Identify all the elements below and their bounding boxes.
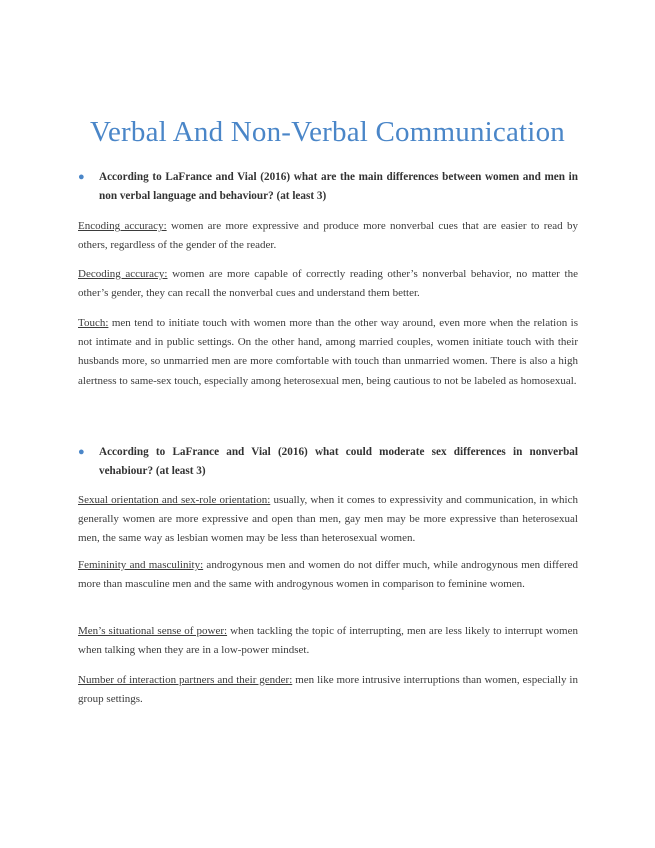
answer-decoding-accuracy <box>78 265 578 303</box>
question-1-text: According to LaFrance and Vial (2016) what are the main differences between women and men in non verbal language and behaviour? (at least 3) <box>99 171 578 202</box>
text-interaction-partners: men like more intrusive interruptions than women, especially in group settings. <box>78 674 578 706</box>
answer-situational-power <box>78 622 578 660</box>
text-situational-power: when tackling the topic of interrupting, men are less likely to interrupt women when talking when they are in a low-power mindset. <box>78 625 578 657</box>
term-femininity-masculinity: Femininity and masculinity: <box>78 559 204 571</box>
bullet-icon: ● <box>78 446 85 458</box>
question-1 <box>78 168 578 206</box>
text-sexual-orientation: usually, when it comes to expressivity and communication, in which generally women are more expressive and open than men, gay men may be more expressive than heterosexual men, the same way as lesbian women may be less than heterosexual women. <box>78 494 578 545</box>
answer-femininity-masculinity <box>78 556 578 594</box>
text-femininity-masculinity: androgynous men and women do not differ much, while androgynous men differed more than masculine men and the same with androgynous women in comparison to feminine women. <box>78 559 578 591</box>
question-2 <box>78 443 578 481</box>
bullet-icon: ● <box>78 171 85 183</box>
text-encoding-accuracy: women are more expressive and produce more nonverbal cues that are easier to read by others, regardless of the gender of the reader. <box>78 220 578 252</box>
term-encoding-accuracy: Encoding accuracy: <box>78 220 167 232</box>
answer-encoding-accuracy <box>78 217 578 255</box>
text-decoding-accuracy: women are more capable of correctly reading other’s nonverbal behavior, no matter the other’s gender, they can recall the nonverbal cues and understand them better. <box>78 268 578 300</box>
answer-interaction-partners <box>78 671 578 709</box>
answer-touch <box>78 314 578 391</box>
term-decoding-accuracy: Decoding accuracy: <box>78 268 168 280</box>
question-2-text: According to LaFrance and Vial (2016) what could moderate sex differences in nonverbal vehabiour? (at least 3) <box>99 446 578 477</box>
term-interaction-partners: Number of interaction partners and their gender: <box>78 674 293 686</box>
term-sexual-orientation: Sexual orientation and sex-role orientation: <box>78 494 271 506</box>
term-situational-power: Men’s situational sense of power: <box>78 625 228 637</box>
answer-sexual-orientation <box>78 491 578 549</box>
text-touch: men tend to initiate touch with women more than the other way around, even more when the relation is not intimate and in public settings. On the other hand, among married couples, women initiate touch with their husbands more, so unmarried men are more comfortable with touch than unmarried women. There is also a high alertness to same-sex touch, especially among heterosexual men, being cautious to not be labeled as homosexual. <box>78 317 578 387</box>
term-touch: Touch: <box>78 317 109 329</box>
page-title: Verbal And Non-Verbal Communication <box>90 116 565 148</box>
